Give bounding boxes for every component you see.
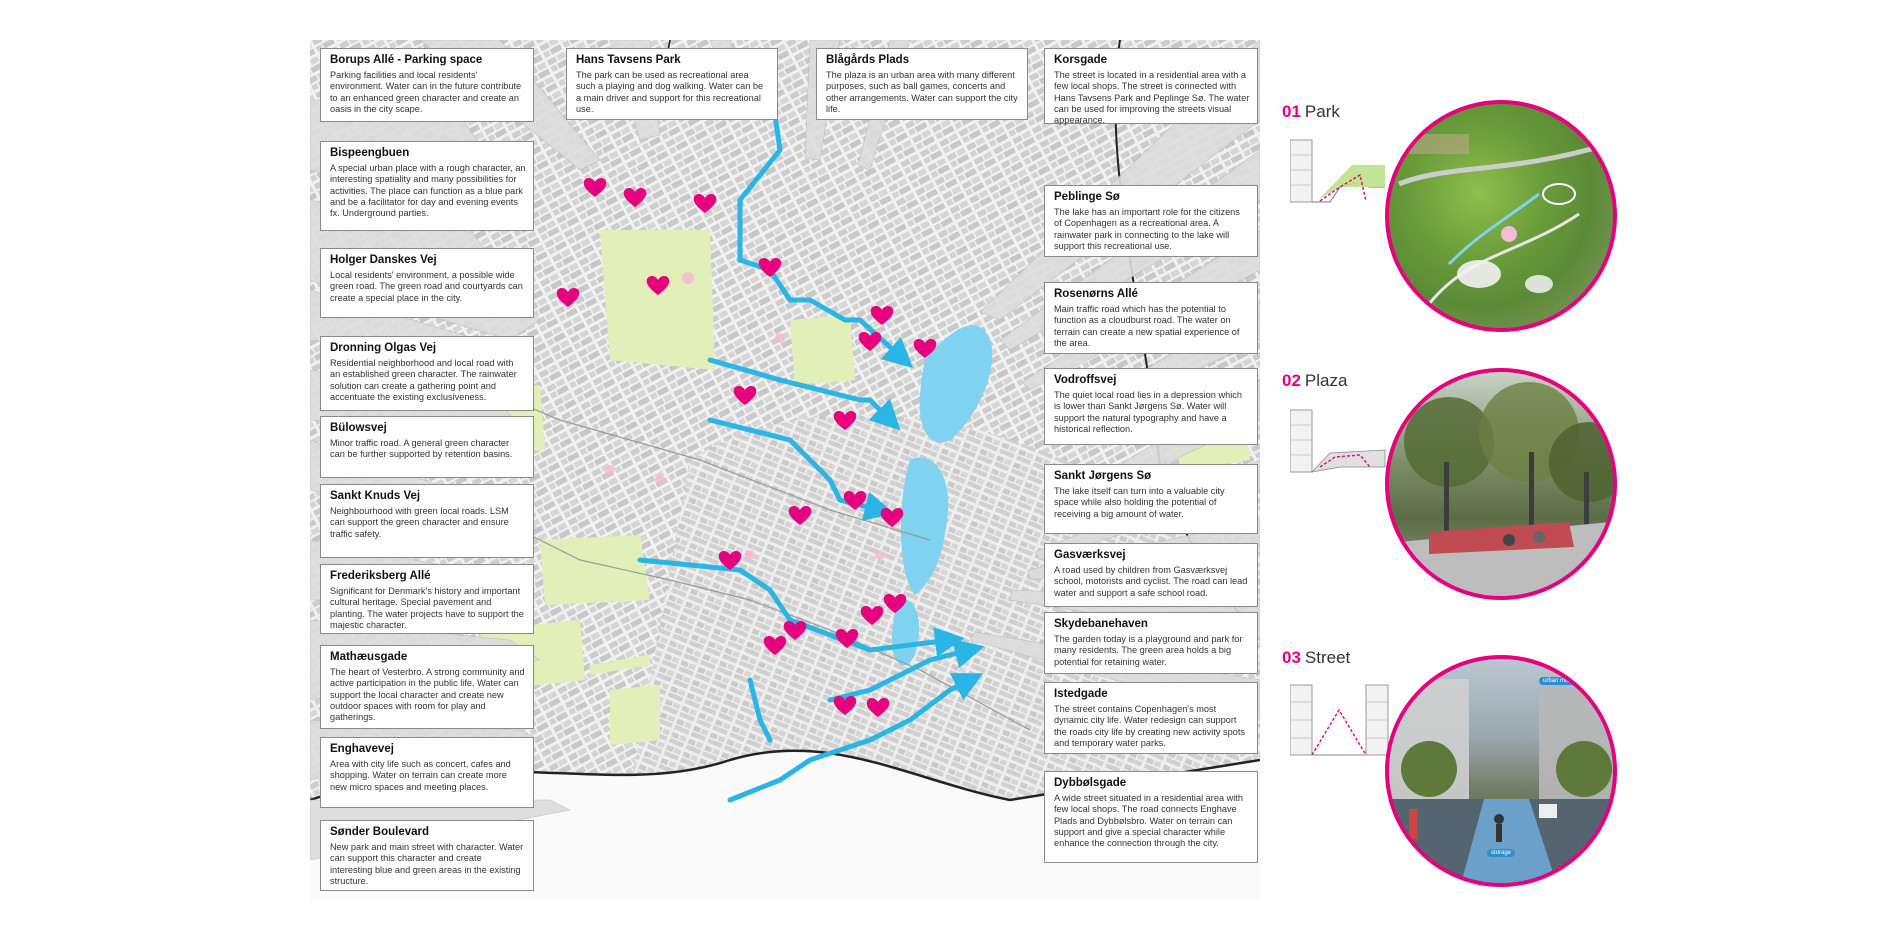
card-text: The street is located in a residential area with a few local shops. The street is connected with Hans Tavsens Park and Peplinge Sø. The water can be used for improving the streets visual appearance. [1054,70,1250,126]
info-card-sonder-boulevard[interactable] [320,820,534,891]
card-text: The plaza is an urban area with many different purposes, such as ball games, concerts and other arrangements. Water can support the city life. [826,70,1018,114]
card-text: The quiet local road lies in a depression which is lower than Sankt Jørgens Sø. Water will support the natural typography and have a historical reflection. [1054,390,1242,434]
card-title: Sankt Jørgens Sø [1054,470,1152,482]
card-title: Bülowsvej [330,422,387,434]
section-diagram-street [1290,680,1390,770]
card-text: The park can be used as recreational area such a playing and dog walking. Water can be a main driver and support for this recreational use. [576,70,764,114]
card-title: Sønder Boulevard [330,826,430,838]
info-card-gasvaerksvej[interactable] [1044,543,1258,607]
typology-number: 02 [1282,371,1301,390]
card-title: Enghavevej [330,743,394,755]
info-card-istedgade[interactable] [1044,682,1258,754]
card-text: A road used by children from Gasværksvej school, motorists and cyclist. The road can lead water and support a safe school road. [1054,565,1248,598]
info-card-dybbolsgade[interactable] [1044,771,1258,863]
card-title: Blågårds Plads [826,54,910,66]
typology-name: Park [1304,102,1340,121]
info-card-rosenorns-alle[interactable] [1044,282,1258,354]
info-card-korsgade[interactable] [1044,48,1258,124]
card-title: Holger Danskes Vej [330,254,437,266]
card-text: Neighbourhood with green local roads. LSM can support the green character and ensure traffic safety. [330,506,509,539]
card-title: Mathæusgade [330,651,408,663]
section-diagram-park [1290,135,1390,215]
card-title: Korsgade [1054,54,1108,66]
card-title: Skydebanehaven [1054,618,1148,630]
info-card-skydebanehaven[interactable] [1044,612,1258,674]
card-text: Minor traffic road. A general green character can be further supported by retention basins. [330,438,513,460]
card-title: Dybbølsgade [1054,777,1127,789]
street-tag-microclimate: urban microclimate [1539,677,1598,685]
card-title: Vodroffsvej [1054,374,1117,386]
street-tag-storage: storage [1487,849,1515,857]
card-text: The lake has an important role for the citizens of Copenhagen as a recreational area. A rainwater park in connecting to the lake will support this recreational use. [1054,207,1240,251]
card-text: Area with city life such as concert, cafes and shopping. Water on terrain can create more new micro spaces and meeting places. [330,759,511,792]
card-title: Sankt Knuds Vej [330,490,421,502]
info-card-hans-tavsens-park[interactable] [566,48,778,120]
card-text: The lake itself can turn into a valuable city space while also holding the potential of receiving a big amount of water. [1054,486,1225,519]
typology-number: 03 [1282,648,1301,667]
photo-park-aerial [1385,100,1617,332]
card-title: Istedgade [1054,688,1108,700]
plaza-illustration [1389,372,1617,600]
card-title: Rosenørns Allé [1054,288,1138,300]
card-text: Main traffic road which has the potential to function as a cloudburst road. The water on terrain can create a new spatial experience of the area. [1054,304,1240,348]
card-text: Local residents' environment, a possible wide green road. The green road and courtyards can create a special place in the city. [330,270,523,303]
info-card-peblinge-so[interactable] [1044,185,1258,257]
card-title: Hans Tavsens Park [576,54,681,66]
typology-name: Street [1304,648,1351,667]
typology-label-street [1282,648,1350,668]
card-text: Residential neighborhood and local road with an established green character. The rainwater solution can create a gathering point and accentuate the existing exclusiveness. [330,358,517,402]
typology-number: 01 [1282,102,1301,121]
card-title: Dronning Olgas Vej [330,342,437,354]
section-diagram-plaza [1290,405,1390,485]
park-aerial-illustration [1389,104,1617,332]
card-text: A special urban place with a rough character, an interesting spatiality and many possibilities for activities. The place can function as a blue park and be a facilitator for day and evening events fx. Underground parties. [330,163,526,219]
info-card-dronning-olgas-vej[interactable] [320,336,534,411]
card-text: The heart of Vesterbro. A strong community and active participation in the public life. Water can support the local character and create new outdoor spaces with room for play and gatherings. [330,667,525,723]
info-card-frederiksberg-alle[interactable] [320,564,534,634]
card-text: New park and main street with character. Water can support this character and create interesting blue and green areas in the existing structure. [330,842,524,886]
info-card-blagards-plads[interactable] [816,48,1028,120]
typology-label-park [1282,102,1340,122]
info-card-sankt-jorgens-so[interactable] [1044,464,1258,534]
card-text: Parking facilities and local residents' environment. Water can in the future contribute to an enhanced green character and create an oasis in the city scape. [330,70,522,114]
card-title: Frederiksberg Allé [330,570,431,582]
info-card-holger-danskes-vej[interactable] [320,248,534,318]
card-title: Borups Allé - Parking space [330,54,483,66]
card-text: A wide street situated in a residential area with few local shops. The road connects Enghave Plads and Dybbølsbro. Water on terrain can support and give a special character while enhance the connection through the city. [1054,793,1243,849]
info-card-bispeengbuen[interactable] [320,141,534,231]
info-card-borups-alle[interactable] [320,48,534,122]
info-card-mathaeusgade[interactable] [320,645,534,729]
card-text: The garden today is a playground and park for many residents. The green area holds a big potential for retaining water. [1054,634,1243,667]
card-text: Significant for Denmark's history and important cultural heritage. Special pavement and planting. The water projects have to support the majestic character. [330,586,524,630]
card-title: Peblinge Sø [1054,191,1120,203]
info-card-vodroffsvej[interactable] [1044,368,1258,445]
photo-street-view [1385,655,1617,887]
card-text: The street contains Copenhagen's most dynamic city life. Water redesign can support the roads city life by creating new activity spots and temporary water parks. [1054,704,1245,748]
card-title: Bispeengbuen [330,147,410,159]
info-card-bulowsvej[interactable] [320,416,534,478]
photo-plaza-trees [1385,368,1617,600]
card-title: Gasværksvej [1054,549,1126,561]
typology-name: Plaza [1304,371,1348,390]
info-card-enghavevej[interactable] [320,737,534,808]
info-card-sankt-knuds-vej[interactable] [320,484,534,558]
typology-label-plaza [1282,371,1347,391]
